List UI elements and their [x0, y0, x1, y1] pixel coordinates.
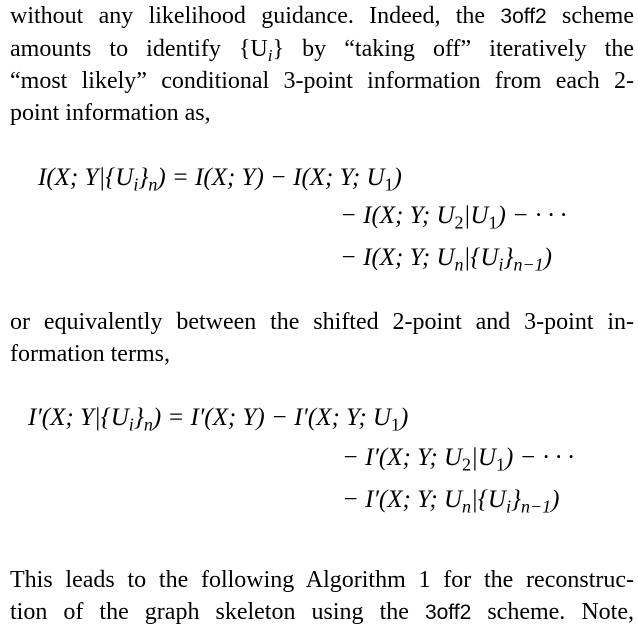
- paragraph-1-line-1: without any likelihood guidance. Indeed, the 3off2 scheme: [10, 3, 634, 29]
- paragraph-2: [10, 306, 634, 370]
- paragraph-1-line-2: amounts to identify $\{U_i\}$ by “taking off” iteratively the: [10, 36, 634, 66]
- equation-2-row-2: − I′(X; Y; $U_2|U_1$) − · · ·: [342, 444, 574, 475]
- equation-2: [10, 400, 634, 520]
- equation-1-row-2: − I(X; Y; $U_2|U_1$) − · · ·: [340, 202, 567, 233]
- scheme-name: 3off2: [500, 5, 547, 28]
- equation-1: [10, 160, 634, 280]
- paragraph-3: [10, 564, 634, 629]
- equation-1-row-3: − I(X; Y; $U_n|\{U_i\}_{n-1}$): [340, 244, 552, 275]
- equation-1-row-1: I(X; $Y|\{U_i\}_n) = I(X$; Y) − I(X; Y; $U_1$): [38, 164, 402, 195]
- paragraph-2-line-2: formation terms,: [10, 341, 170, 367]
- paragraph-2-line-1: or equivalently between the shifted 2-point and 3-point in-: [10, 309, 634, 335]
- paragraph-3-line-2: tion of the graph skeleton using the 3off2 scheme. Note,: [10, 599, 634, 625]
- paragraph-1: [10, 0, 634, 129]
- equation-2-row-1: I′(X; $Y|\{U_i\}_n) = I'(X$; Y) − I′(X; Y; $U_1$): [28, 404, 409, 435]
- scheme-name: 3off2: [424, 601, 472, 624]
- paragraph-1-line-4: point information as,: [10, 100, 211, 126]
- paragraph-1-line-3: “most likely” conditional 3-point information from each 2-: [10, 68, 634, 94]
- paragraph-3-line-1: This leads to the following Algorithm 1 for the reconstruc-: [10, 567, 634, 593]
- equation-2-row-3: − I′(X; Y; $U_n|\{U_i\}_{n-1}$): [342, 486, 560, 517]
